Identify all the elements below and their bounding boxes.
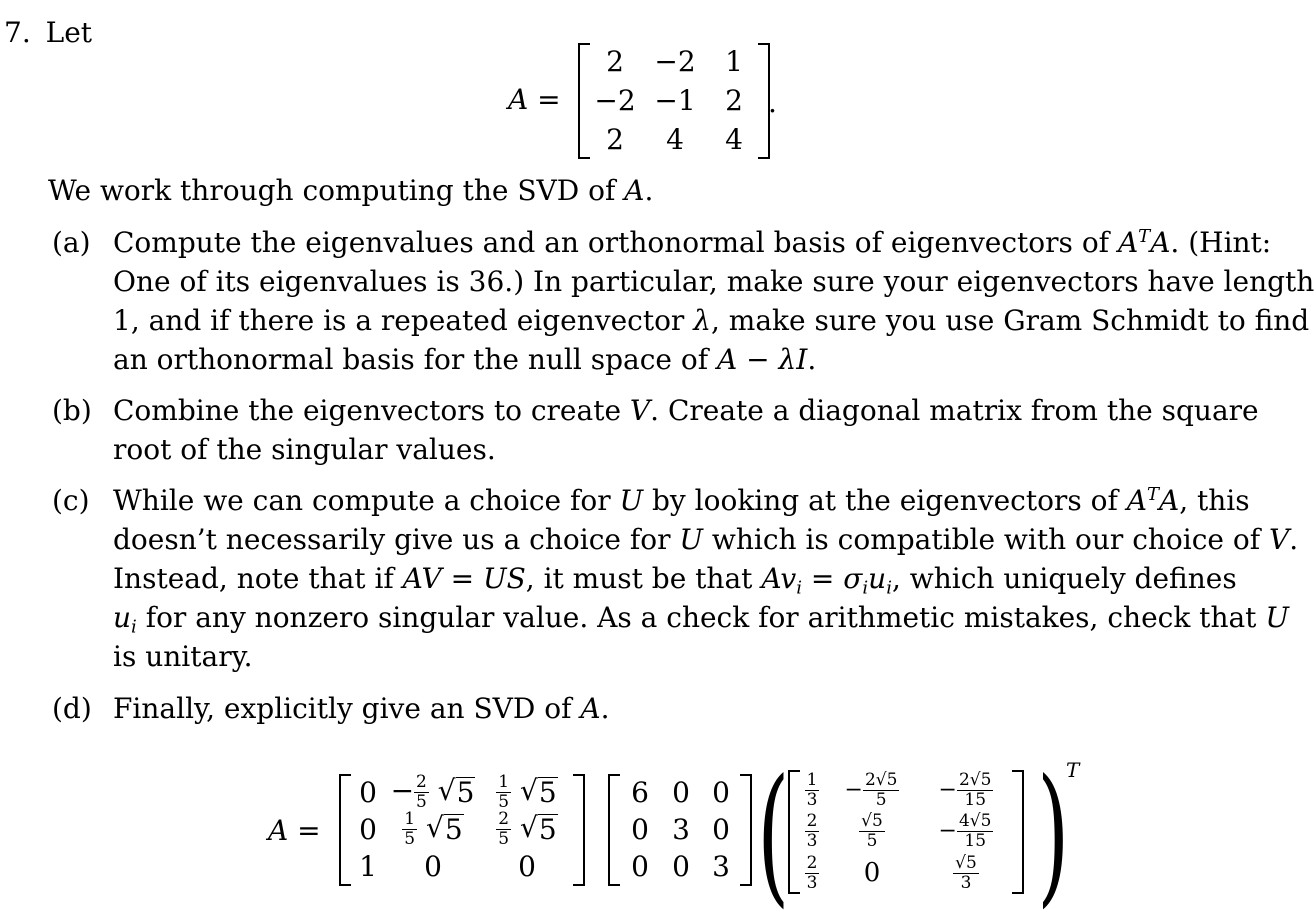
u-3-2: 0	[424, 850, 442, 884]
problem-header	[4, 14, 92, 52]
matrix-v-entries	[800, 770, 1012, 894]
transpose-superscript: T	[1066, 758, 1080, 782]
right-paren: )	[1037, 748, 1070, 922]
part-c-label: (c)	[52, 484, 90, 517]
matrix-s-entries	[620, 774, 740, 886]
v-1-2: − $\frac{2√5}{5}$	[844, 770, 898, 811]
s-1-3: 0	[712, 775, 730, 809]
part-b-line-2: root of the singular values.	[113, 433, 496, 466]
matrix-u-right-bracket	[573, 774, 585, 886]
u-2-1: 0	[359, 812, 377, 846]
a-1-3: 1	[725, 45, 743, 79]
u-2-2: $\frac{1}{5}$ √ 5	[404, 809, 463, 850]
s-1-1: 6	[631, 775, 649, 809]
part-a-line-4: an orthonormal basis for the null space of A − λI.	[113, 343, 817, 376]
part-b-label: (b)	[52, 394, 92, 427]
u-1-2: − $\frac{2}{5}$ √ 5	[390, 772, 475, 813]
v-1-1: $\frac{1}{3}$	[806, 770, 818, 811]
matrix-u	[339, 774, 585, 886]
a-1-2: −2	[654, 45, 696, 79]
part-a-line-1: Compute the eigenvalues and an orthonormal basis of eigenvectors of $A^TA$. (Hint:	[113, 226, 1272, 259]
u-3-1: 1	[359, 850, 377, 884]
v-3-3: $\frac{√5}{3}$	[955, 852, 977, 893]
v-3-1: $\frac{2}{3}$	[806, 852, 818, 893]
s-3-3: 3	[712, 850, 730, 884]
matrix-a-period: .	[768, 86, 777, 119]
u-3-3: 0	[518, 850, 536, 884]
problem-statement: We work through computing the SVD of A.	[48, 174, 654, 207]
part-c-line-4: $u_i$ for any nonzero singular value. As a check for arithmetic mistakes, check that U	[113, 601, 1289, 638]
part-a-line-3: 1, and if there is a repeated eigenvector λ, make sure you use Gram Schmidt to find	[113, 304, 1310, 337]
a-2-2: −1	[654, 83, 696, 117]
matrix-a-label: A =	[508, 83, 561, 116]
u-2-3: $\frac{2}{5}$ √ 5	[498, 809, 557, 850]
a-2-1: −2	[594, 83, 636, 117]
v-1-3: − $\frac{2√5}{15}$	[938, 770, 992, 811]
u-1-3: $\frac{1}{5}$ √ 5	[498, 772, 557, 813]
matrix-u-entries	[351, 774, 573, 886]
matrix-a-left-bracket	[578, 43, 590, 159]
v-2-2: $\frac{√5}{5}$	[861, 811, 883, 852]
left-paren: (	[757, 748, 790, 922]
matrix-s-left-bracket	[608, 774, 620, 886]
s-1-2: 0	[672, 775, 690, 809]
a-1-1: 2	[606, 45, 624, 79]
part-c-line-1: While we can compute a choice for U by looking at the eigenvectors of $A^TA$, this	[113, 484, 1250, 517]
part-c-line-3: Instead, note that if AV = US, it must be that $Av_i = \sigma_iu_i$, which uniquely defines	[113, 562, 1237, 599]
s-2-3: 0	[712, 812, 730, 846]
matrix-v-right-bracket	[1012, 770, 1024, 894]
v-2-1: $\frac{2}{3}$	[806, 811, 818, 852]
problem-intro: Let	[45, 16, 93, 49]
matrix-u-left-bracket	[339, 774, 351, 886]
a-2-3: 2	[725, 83, 743, 117]
matrix-v	[788, 770, 1024, 894]
s-3-2: 0	[672, 850, 690, 884]
s-2-1: 0	[631, 812, 649, 846]
a-3-1: 2	[606, 122, 624, 156]
matrix-s-right-bracket	[740, 774, 752, 886]
part-a-line-2: One of its eigenvalues is 36.) In particular, make sure your eigenvectors have length	[113, 265, 1314, 298]
s-2-2: 3	[672, 812, 690, 846]
a-3-2: 4	[666, 122, 684, 156]
matrix-a	[578, 43, 770, 159]
part-d-label: (d)	[52, 692, 92, 725]
part-b-line-1: Combine the eigenvectors to create V. Create a diagonal matrix from the square	[113, 394, 1259, 427]
v-2-3: − $\frac{4√5}{15}$	[938, 811, 992, 852]
part-d-text: Finally, explicitly give an SVD of A.	[113, 692, 610, 725]
problem-number: 7.	[4, 16, 31, 49]
a-3-3: 4	[725, 122, 743, 156]
matrix-s	[608, 774, 752, 886]
v-3-2: 0	[863, 858, 881, 889]
matrix-v-left-bracket	[788, 770, 800, 894]
part-c-line-2: doesn’t necessarily give us a choice for U which is compatible with our choice of V.	[113, 523, 1299, 556]
part-c-line-5: is unitary.	[113, 640, 253, 673]
s-3-1: 0	[631, 850, 649, 884]
part-a-label: (a)	[52, 226, 91, 259]
svd-label: A =	[268, 814, 321, 847]
matrix-a-entries	[590, 43, 758, 159]
u-1-1: 0	[359, 775, 377, 809]
